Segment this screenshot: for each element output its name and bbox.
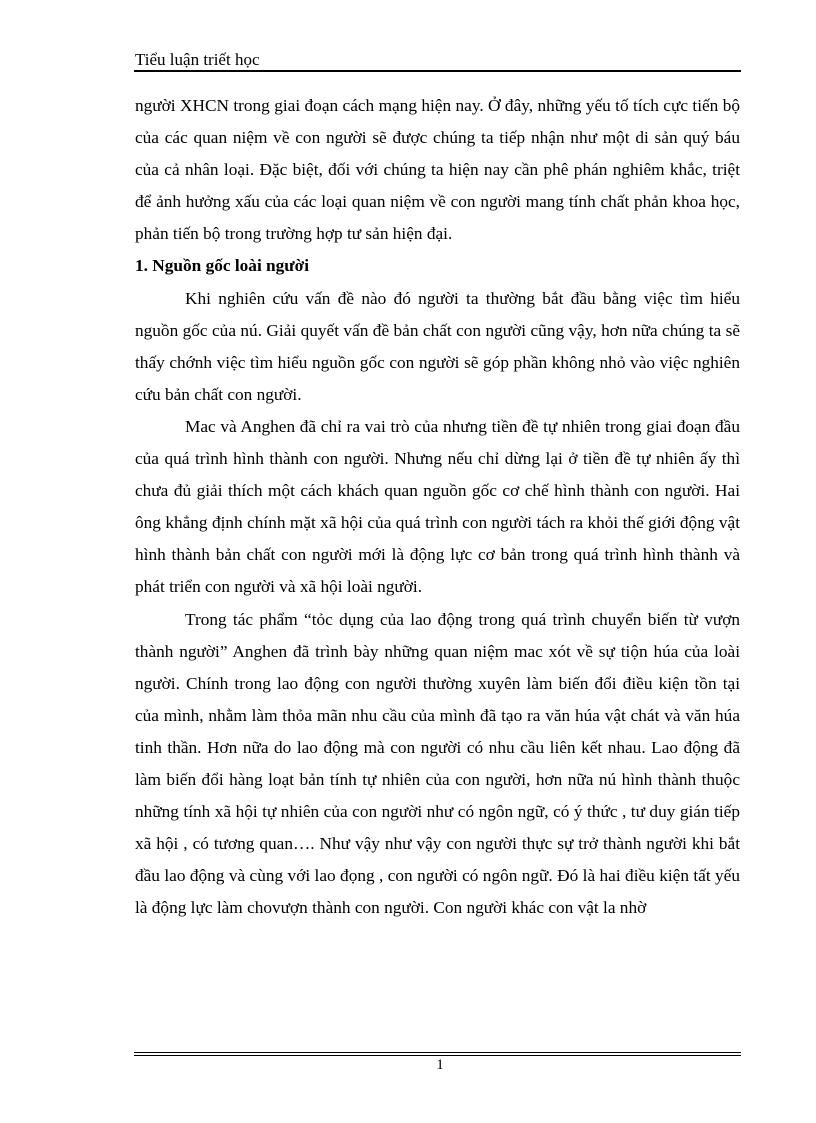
footer-divider-top: [134, 1052, 741, 1053]
header-divider: [134, 70, 741, 72]
section-heading: 1. Nguồn gốc loài người: [135, 256, 310, 276]
document-header-title: Tiểu luận triết học: [135, 50, 260, 69]
paragraph-labour: Trong tác phẩm “tỏc dụng của lao động trong quá trình chuyển biến từ vượn thành người” Anghen đã trình bày những quan niệm mac xót về sự tiộn húa của loài người. Chính trong lao động con người thường xuyên làm biến đổi điều kiện tồn tại của mình, nhằm làm thỏa mãn nhu cầu của mình đã tạo ra văn húa vật chát và văn húa tinh thần. Hơn nữa do lao động mà con người có nhu cầu liên kết nhau. Lao động đã làm biến đổi hàng loạt bản tính tự nhiên của con người, hơn nữa nú hình thành thuộc những tính xã hội tự nhiên của con người như có ngôn ngữ, có ý thức , tư duy gián tiếp xã hội , có tương quan…. Như vậy như vậy con người thực sự trở thành người khi bắt đầu lao động và cùng với lao đọng , con người có ngôn ngữ. Đó là hai điều kiện tất yếu là động lực làm chovượn thành con người. Con người khác con vật la nhờ: [135, 609, 740, 918]
paragraph-marx-engels: Mac và Anghen đã chỉ ra vai trò của nhưng tiền đề tự nhiên trong giai đoạn đầu của quá trình hình thành con người. Nhưng nếu chỉ dừng lại ở tiền đề tự nhiên ấy thì chưa đủ giải thích một cách khách quan nguồn gốc cơ chế hình thành con người. Hai ông khẳng định chính mặt xã hội của quá trình con người tách ra khỏi thế giới động vật hình thành bản chất con người mới là động lực cơ bản trong quá trình hình thành và phát triển con người và xã hội loài người.: [135, 416, 740, 597]
paragraph-intro: người XHCN trong giai đoạn cách mạng hiện nay. Ở đây, những yếu tố tích cực tiến bộ của các quan niệm về con người sẽ được chúng ta tiếp nhận như một di sản quý báu của cả nhân loại. Đặc biệt, đối với chúng ta hiện nay cần phê phán nghiêm khắc, triệt để ảnh hưởng xấu của các loại quan niệm về con người mang tính chất phản khoa học, phản tiến bộ trong trường hợp tư sản hiện đại.: [135, 96, 740, 244]
paragraph-origin: Khi nghiên cứu vấn đề nào đó người ta thường bắt đầu bằng việc tìm hiểu nguồn gốc của nú. Giải quyết vấn đề bản chất con người cũng vậy, hơn nữa chúng ta sẽ thấy chớnh việc tìm hiểu nguồn gốc con người sẽ góp phần không nhỏ vào việc nghiên cứu bản chất con người.: [135, 288, 740, 404]
page-number: 1: [436, 1057, 444, 1073]
document-body: [135, 90, 740, 924]
